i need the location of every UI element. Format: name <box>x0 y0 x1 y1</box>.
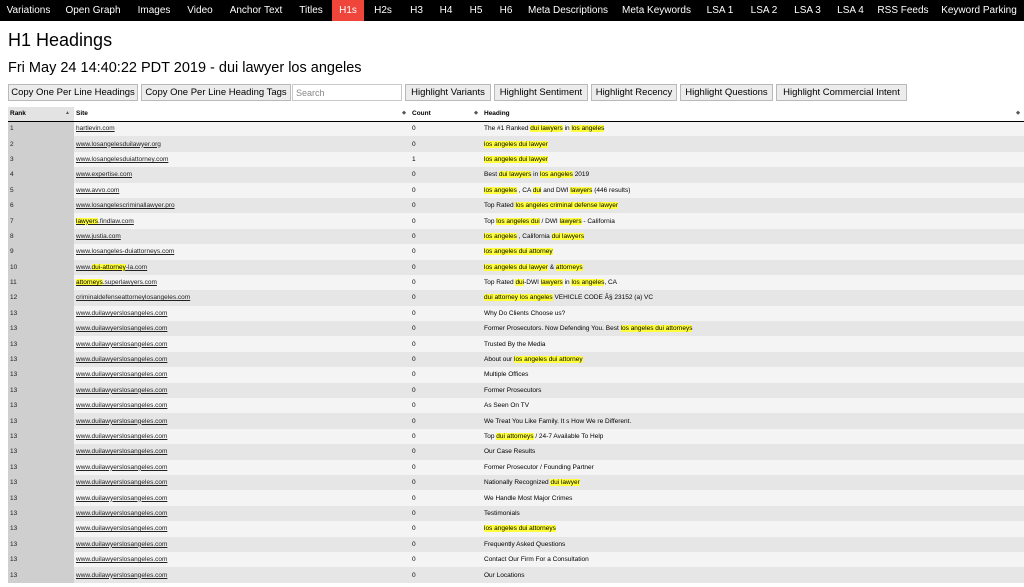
nav-tab-open-graph[interactable]: Open Graph <box>65 5 121 16</box>
table-row <box>8 121 1024 136</box>
count-cell: 0 <box>410 229 482 244</box>
keyword-highlight: dui-attorney <box>91 263 126 271</box>
highlight-commercial-intent-button[interactable]: Highlight Commercial Intent <box>776 84 907 101</box>
site-link[interactable]: www.duilawyerslosangeles.com <box>76 494 168 502</box>
site-link[interactable]: www.dui-attorney-la.com <box>76 263 148 271</box>
site-cell <box>74 213 410 228</box>
heading-cell: Our Locations <box>482 567 1024 582</box>
rank-cell: 8 <box>8 229 74 244</box>
rank-cell: 12 <box>8 290 74 305</box>
heading-cell <box>482 521 1024 536</box>
rank-cell: 13 <box>8 413 74 428</box>
site-cell <box>74 537 410 552</box>
keyword-highlight: los angeles dui attorneys <box>620 325 693 333</box>
highlight-sentiment-button[interactable]: Highlight Sentiment <box>494 84 588 101</box>
keyword-highlight: los angeles <box>484 232 517 240</box>
count-cell: 0 <box>410 275 482 290</box>
table-row <box>8 460 1024 475</box>
heading-cell <box>482 136 1024 151</box>
count-cell: 0 <box>410 136 482 151</box>
keyword-highlight: dui attorneys <box>496 433 534 440</box>
nav-tab-meta-keywords[interactable]: Meta Keywords <box>622 5 691 16</box>
table-row <box>8 213 1024 228</box>
heading-cell: Frequently Asked Questions <box>482 537 1024 552</box>
site-cell <box>74 290 410 305</box>
nav-tab-lsa-1[interactable]: LSA 1 <box>706 5 734 16</box>
count-cell: 0 <box>410 398 482 413</box>
rank-cell: 13 <box>8 521 74 536</box>
rank-cell: 13 <box>8 552 74 567</box>
rank-cell: 6 <box>8 198 74 213</box>
count-cell: 0 <box>410 383 482 398</box>
keyword-highlight: dui <box>515 279 525 287</box>
table-row <box>8 229 1024 244</box>
heading-cell: About our los angeles dui attorney <box>482 352 1024 367</box>
heading-cell: Testimonials <box>482 506 1024 521</box>
keyword-highlight: dui lawyers <box>530 125 563 133</box>
rank-cell: 13 <box>8 444 74 459</box>
site-link[interactable]: www.duilawyerslosangeles.com <box>76 525 168 533</box>
site-cell <box>74 244 410 259</box>
table-row <box>8 336 1024 351</box>
rank-cell: 4 <box>8 167 74 182</box>
copy-heading-tags-button[interactable]: Copy One Per Line Heading Tags <box>141 84 291 101</box>
heading-cell: Best dui lawyers in los angeles 2019 <box>482 167 1024 182</box>
keyword-highlight: dui <box>532 186 542 194</box>
site-link[interactable]: www.duilawyerslosangeles.com <box>76 417 168 425</box>
heading-cell <box>482 244 1024 259</box>
site-cell <box>74 398 410 413</box>
rank-cell: 13 <box>8 460 74 475</box>
count-cell: 0 <box>410 506 482 521</box>
nav-tab-h5[interactable]: H5 <box>469 5 483 16</box>
site-cell <box>74 321 410 336</box>
table-row <box>8 321 1024 336</box>
nav-tab-lsa-4[interactable]: LSA 4 <box>837 5 864 16</box>
rank-cell: 10 <box>8 260 74 275</box>
count-cell: 0 <box>410 429 482 444</box>
keyword-highlight: attorneys <box>555 263 583 271</box>
heading-cell: los angeles , California dui lawyers <box>482 229 1024 244</box>
count-cell: 0 <box>410 198 482 213</box>
site-cell <box>74 552 410 567</box>
table-row <box>8 506 1024 521</box>
keyword-highlight: dui lawyer <box>550 479 580 487</box>
heading-cell: los angeles , CA dui and DWI lawyers (446 results) <box>482 183 1024 198</box>
site-cell <box>74 198 410 213</box>
table-row <box>8 306 1024 321</box>
site-cell <box>74 275 410 290</box>
page-title: H1 Headings <box>8 30 113 50</box>
table-row <box>8 244 1024 259</box>
count-cell: 0 <box>410 290 482 305</box>
heading-cell: As Seen On TV <box>482 398 1024 413</box>
nav-tab-h3[interactable]: H3 <box>410 5 423 16</box>
top-navigation-bar <box>0 0 1024 21</box>
site-cell <box>74 167 410 182</box>
rank-cell: 13 <box>8 367 74 382</box>
site-cell <box>74 152 410 167</box>
count-cell: 0 <box>410 336 482 351</box>
table-row <box>8 367 1024 382</box>
rank-cell: 13 <box>8 475 74 490</box>
site-cell <box>74 229 410 244</box>
rank-cell: 13 <box>8 398 74 413</box>
table-row <box>8 490 1024 505</box>
nav-tab-lsa-2[interactable]: LSA 2 <box>750 5 778 16</box>
keyword-highlight: dui attorney los angeles <box>484 294 553 302</box>
site-link[interactable]: www.duilawyerslosangeles.com <box>76 448 168 456</box>
site-cell <box>74 413 410 428</box>
nav-tab-keyword-parking[interactable]: Keyword Parking <box>941 5 1017 16</box>
site-cell <box>74 383 410 398</box>
rank-cell: 9 <box>8 244 74 259</box>
rank-cell: 13 <box>8 506 74 521</box>
rank-cell: 11 <box>8 275 74 290</box>
count-cell: 0 <box>410 490 482 505</box>
table-row <box>8 167 1024 182</box>
heading-cell: Multiple Offices <box>482 367 1024 382</box>
table-row <box>8 136 1024 151</box>
nav-tab-images[interactable]: Images <box>137 5 171 16</box>
count-column-header[interactable]: Count ◆ <box>410 107 482 121</box>
site-cell <box>74 490 410 505</box>
site-link[interactable]: lawyers.findlaw.com <box>76 217 134 225</box>
table-row <box>8 290 1024 305</box>
keyword-highlight: los angeles dui <box>496 217 540 225</box>
keyword-highlight: dui lawyers <box>551 232 585 240</box>
heading-cell <box>482 152 1024 167</box>
count-cell: 0 <box>410 321 482 336</box>
keyword-highlight: los angeles <box>540 171 573 179</box>
site-link[interactable]: www.duilawyerslosangeles.com <box>76 402 168 410</box>
count-cell: 0 <box>410 413 482 428</box>
rank-cell: 7 <box>8 213 74 228</box>
keyword-highlight: los angeles dui lawyer <box>484 155 548 163</box>
site-link[interactable]: www.duilawyerslosangeles.com <box>76 325 168 333</box>
table-row <box>8 444 1024 459</box>
rank-cell: 13 <box>8 383 74 398</box>
site-link[interactable]: www.losangeles-duiattorneys.com <box>76 248 175 256</box>
site-link[interactable]: criminaldefenseattorneylosangeles.com <box>76 294 191 302</box>
keyword-highlight: los angeles dui attorney <box>514 356 583 364</box>
nav-tab-video[interactable]: Video <box>187 5 213 16</box>
site-cell <box>74 336 410 351</box>
rank-cell: 13 <box>8 567 74 582</box>
site-link[interactable]: www.duilawyerslosangeles.com <box>76 540 168 548</box>
table-row <box>8 275 1024 290</box>
table-row <box>8 260 1024 275</box>
table-row <box>8 398 1024 413</box>
keyword-highlight: los angeles dui attorney <box>484 248 553 256</box>
site-link[interactable]: www.duilawyerslosangeles.com <box>76 386 168 394</box>
site-link[interactable]: attorneys.superlawyers.com <box>76 279 157 287</box>
heading-column-header[interactable]: Heading ◆ <box>482 107 1024 121</box>
highlight-variants-button[interactable]: Highlight Variants <box>405 84 491 101</box>
heading-cell: Top los angeles dui / DWI lawyers - California <box>482 213 1024 228</box>
nav-tab-titles[interactable]: Titles <box>299 5 323 16</box>
rank-cell: 13 <box>8 306 74 321</box>
keyword-highlight: lawyers <box>540 279 563 287</box>
nav-tab-h2s[interactable]: H2s <box>374 5 392 16</box>
nav-tab-h6[interactable]: H6 <box>499 5 513 16</box>
count-cell: 0 <box>410 444 482 459</box>
site-link[interactable]: www.losangelesduilawyer.org <box>76 140 161 148</box>
site-link[interactable]: www.duilawyerslosangeles.com <box>76 509 168 517</box>
keyword-highlight: dui lawyers <box>498 171 532 179</box>
heading-cell: Former Prosecutors. Now Defending You. Best los angeles dui attorneys <box>482 321 1024 336</box>
heading-cell: Why Do Clients Choose us? <box>482 306 1024 321</box>
rank-cell: 13 <box>8 537 74 552</box>
count-cell: 0 <box>410 567 482 582</box>
keyword-highlight: los angeles <box>571 279 605 287</box>
count-cell: 0 <box>410 244 482 259</box>
site-cell <box>74 306 410 321</box>
highlight-questions-button[interactable]: Highlight Questions <box>680 84 773 101</box>
heading-cell: dui attorney los angeles VEHICLE CODE Â§ 23152 (a) VC <box>482 290 1024 305</box>
site-column-header[interactable]: Site ◆ <box>74 107 410 121</box>
site-link[interactable]: www.duilawyerslosangeles.com <box>76 479 168 487</box>
table-row <box>8 183 1024 198</box>
nav-tab-variations[interactable]: Variations <box>6 5 51 16</box>
table-row <box>8 413 1024 428</box>
count-cell: 0 <box>410 460 482 475</box>
report-subtitle: Fri May 24 14:40:22 PDT 2019 - dui lawyer los angeles <box>8 60 362 76</box>
table-row <box>8 475 1024 490</box>
count-cell: 0 <box>410 367 482 382</box>
site-cell <box>74 260 410 275</box>
nav-tab-rss-feeds[interactable]: RSS Feeds <box>877 5 929 16</box>
heading-cell: los angeles dui lawyer & attorneys <box>482 260 1024 275</box>
rank-cell: 2 <box>8 136 74 151</box>
site-cell <box>74 352 410 367</box>
table-row <box>8 537 1024 552</box>
nav-tab-h1s[interactable]: H1s <box>332 0 364 21</box>
table-row <box>8 198 1024 213</box>
rank-cell: 5 <box>8 183 74 198</box>
heading-cell: Top dui attorneys / 24-7 Available To Help <box>482 429 1024 444</box>
site-link[interactable]: hartlevin.com <box>76 125 115 133</box>
heading-cell: Contact Our Firm For a Consultation <box>482 552 1024 567</box>
count-cell: 0 <box>410 121 482 136</box>
sort-ascending-icon: ▲ <box>65 110 70 116</box>
count-cell: 1 <box>410 152 482 167</box>
count-cell: 0 <box>410 213 482 228</box>
keyword-highlight: los angeles <box>571 125 605 133</box>
site-link[interactable]: www.duilawyerslosangeles.com <box>76 463 168 471</box>
table-row <box>8 521 1024 536</box>
heading-cell: The #1 Ranked dui lawyers in los angeles <box>482 121 1024 136</box>
keyword-highlight: los angeles dui attorneys <box>484 525 556 533</box>
sort-both-icon: ◆ <box>474 110 478 116</box>
rank-column-header[interactable]: Rank ▲ <box>8 107 74 121</box>
results-table-body <box>8 121 1024 583</box>
site-cell <box>74 121 410 136</box>
sort-both-icon: ◆ <box>1016 110 1020 116</box>
rank-cell: 13 <box>8 321 74 336</box>
site-link[interactable]: www.duilawyerslosangeles.com <box>76 356 168 364</box>
count-cell: 0 <box>410 306 482 321</box>
heading-cell: Our Case Results <box>482 444 1024 459</box>
heading-cell: We Treat You Like Family. It s How We re Different. <box>482 413 1024 428</box>
site-link[interactable]: www.duilawyerslosangeles.com <box>76 433 168 440</box>
rank-cell: 1 <box>8 121 74 136</box>
count-cell: 0 <box>410 475 482 490</box>
site-cell <box>74 136 410 151</box>
site-cell <box>74 444 410 459</box>
site-cell <box>74 475 410 490</box>
search-input[interactable] <box>292 84 402 101</box>
site-link[interactable]: www.avvo.com <box>76 186 120 194</box>
site-link[interactable]: www.justia.com <box>76 232 121 240</box>
site-cell <box>74 367 410 382</box>
count-cell: 0 <box>410 552 482 567</box>
keyword-highlight: lawyers <box>76 217 99 225</box>
results-table <box>8 107 1024 583</box>
rank-cell: 3 <box>8 152 74 167</box>
copy-headings-button[interactable]: Copy One Per Line Headings <box>8 84 138 101</box>
site-cell <box>74 506 410 521</box>
table-row <box>8 429 1024 444</box>
count-cell: 0 <box>410 352 482 367</box>
nav-tab-h4[interactable]: H4 <box>439 5 453 16</box>
nav-tab-lsa-3[interactable]: LSA 3 <box>794 5 821 16</box>
site-link[interactable]: www.losangelescriminallawyer.pro <box>76 202 175 210</box>
sort-both-icon: ◆ <box>402 110 406 116</box>
site-cell <box>74 521 410 536</box>
count-cell: 0 <box>410 521 482 536</box>
table-row <box>8 152 1024 167</box>
keyword-highlight: los angeles <box>484 186 517 194</box>
site-cell <box>74 567 410 582</box>
table-row <box>8 552 1024 567</box>
site-link[interactable]: www.losangelesduiattorney.com <box>76 155 169 163</box>
site-link[interactable]: www.duilawyerslosangeles.com <box>76 309 168 317</box>
keyword-highlight: attorneys <box>76 279 103 287</box>
keyword-highlight: los angeles criminal defense lawyer <box>515 202 619 210</box>
keyword-highlight: los angeles dui lawyer <box>484 263 548 271</box>
nav-tab-meta-descriptions[interactable]: Meta Descriptions <box>527 5 609 16</box>
heading-cell: Former Prosecutor / Founding Partner <box>482 460 1024 475</box>
site-link[interactable]: www.duilawyerslosangeles.com <box>76 571 168 579</box>
keyword-highlight: los angeles dui lawyer <box>484 140 548 148</box>
heading-cell: Trusted By the Media <box>482 336 1024 351</box>
rank-cell: 13 <box>8 336 74 351</box>
heading-cell: Former Prosecutors <box>482 383 1024 398</box>
count-cell: 0 <box>410 260 482 275</box>
site-link[interactable]: www.expertise.com <box>76 171 132 179</box>
rank-cell: 13 <box>8 490 74 505</box>
keyword-highlight: lawyers <box>570 186 593 194</box>
keyword-highlight: lawyers <box>559 217 582 225</box>
heading-cell: Top Rated dui-DWI lawyers in los angeles, CA <box>482 275 1024 290</box>
rank-cell: 13 <box>8 352 74 367</box>
site-link[interactable]: www.duilawyerslosangeles.com <box>76 371 168 379</box>
count-cell: 0 <box>410 167 482 182</box>
site-cell <box>74 183 410 198</box>
heading-cell: Nationally Recognized dui lawyer <box>482 475 1024 490</box>
nav-tab-anchor-text[interactable]: Anchor Text <box>229 5 283 16</box>
table-row <box>8 352 1024 367</box>
site-cell <box>74 429 410 444</box>
rank-cell: 13 <box>8 429 74 444</box>
heading-cell: Top Rated los angeles criminal defense lawyer <box>482 198 1024 213</box>
count-cell: 0 <box>410 537 482 552</box>
table-row <box>8 567 1024 582</box>
site-link[interactable]: www.duilawyerslosangeles.com <box>76 340 168 348</box>
site-link[interactable]: www.duilawyerslosangeles.com <box>76 556 168 564</box>
table-row <box>8 383 1024 398</box>
highlight-recency-button[interactable]: Highlight Recency <box>591 84 677 101</box>
site-cell <box>74 460 410 475</box>
heading-cell: We Handle Most Major Crimes <box>482 490 1024 505</box>
count-cell: 0 <box>410 183 482 198</box>
table-header-row <box>8 107 1024 121</box>
